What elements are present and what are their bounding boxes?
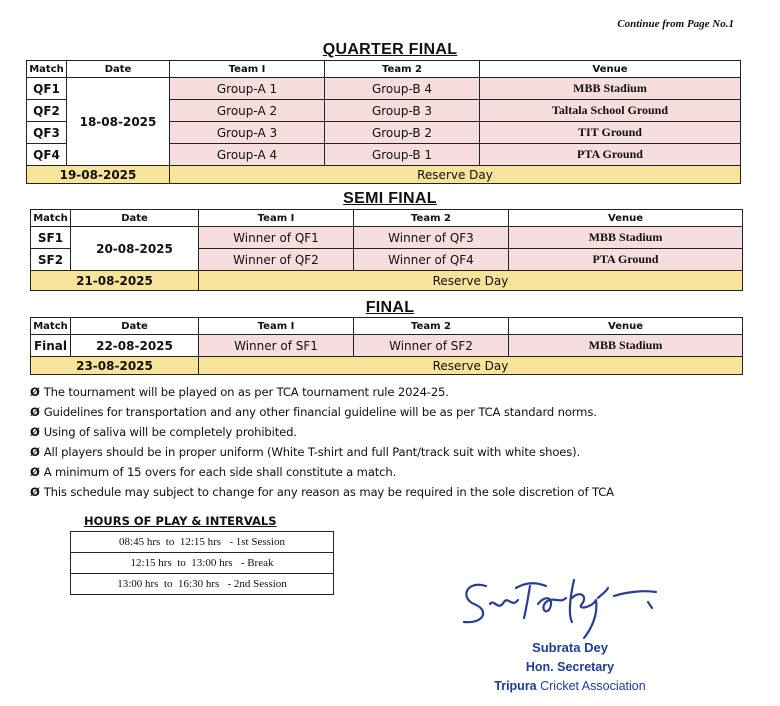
rule-item bbox=[30, 442, 614, 462]
team1-cell: Winner of QF2 bbox=[199, 249, 354, 271]
rule-item bbox=[30, 382, 614, 402]
team1-cell: Winner of SF1 bbox=[199, 335, 354, 357]
match-id: QF1 bbox=[27, 78, 67, 100]
reserve-date: 21-08-2025 bbox=[31, 271, 199, 291]
venue-cell: PTA Ground bbox=[480, 144, 741, 166]
rule-text: A minimum of 15 overs for each side shall constitute a match. bbox=[43, 465, 397, 479]
column-header: Match bbox=[31, 210, 71, 227]
team2-cell: Group-B 1 bbox=[325, 144, 480, 166]
rule-item bbox=[30, 422, 614, 442]
match-id: SF2 bbox=[31, 249, 71, 271]
rules-list bbox=[30, 382, 614, 502]
reserve-date: 23-08-2025 bbox=[31, 357, 199, 375]
hours-row: 08:45 hrs to 12:15 hrs - 1st Session bbox=[71, 532, 334, 553]
hours-row: 13:00 hrs to 16:30 hrs - 2nd Session bbox=[71, 574, 334, 595]
reserve-label: Reserve Day bbox=[199, 271, 743, 291]
final-table bbox=[30, 317, 743, 375]
final-title: FINAL bbox=[365, 299, 415, 316]
column-header: Date bbox=[71, 210, 199, 227]
column-header: Team I bbox=[170, 61, 325, 78]
column-header: Team I bbox=[199, 318, 354, 335]
bullet-icon: Ø bbox=[30, 425, 40, 439]
team2-cell: Winner of SF2 bbox=[354, 335, 509, 357]
quarter-final-table bbox=[26, 60, 741, 184]
org-name-bold: Tripura bbox=[494, 679, 537, 693]
rule-text: Using of saliva will be completely prohibited. bbox=[43, 425, 297, 439]
match-id: QF3 bbox=[27, 122, 67, 144]
signatory-designation: Hon. Secretary bbox=[525, 660, 615, 674]
continue-note: Continue from Page No.1 bbox=[617, 18, 734, 30]
team2-cell: Winner of QF3 bbox=[354, 227, 509, 249]
column-header: Team 2 bbox=[354, 318, 509, 335]
match-id: QF2 bbox=[27, 100, 67, 122]
venue-cell: MBB Stadium bbox=[480, 78, 741, 100]
venue-cell: MBB Stadium bbox=[509, 227, 743, 249]
table-header-row bbox=[31, 318, 743, 335]
match-id: Final bbox=[31, 335, 71, 357]
quarter-final-title: QUARTER FINAL bbox=[322, 41, 458, 58]
match-id: SF1 bbox=[31, 227, 71, 249]
team2-cell: Winner of QF4 bbox=[354, 249, 509, 271]
semi-final-table bbox=[30, 209, 743, 291]
semi-final-title: SEMI FINAL bbox=[343, 190, 437, 207]
column-header: Team 2 bbox=[325, 61, 480, 78]
signature-image bbox=[456, 568, 666, 644]
bullet-icon: Ø bbox=[30, 385, 40, 399]
match-date: 20-08-2025 bbox=[71, 227, 199, 271]
table-header-row bbox=[31, 210, 743, 227]
table-row bbox=[71, 532, 334, 553]
rule-item bbox=[30, 462, 614, 482]
hours-title: HOURS OF PLAY & INTERVALS bbox=[84, 514, 277, 528]
reserve-row bbox=[31, 357, 743, 375]
rule-text: All players should be in proper uniform (White T-shirt and full Pant/track suit with white shoes). bbox=[43, 445, 581, 459]
org-name-rest: Cricket Association bbox=[536, 679, 646, 693]
rule-text: The tournament will be played on as per TCA tournament rule 2024-25. bbox=[43, 385, 449, 399]
reserve-label: Reserve Day bbox=[199, 357, 743, 375]
rule-text: Guidelines for transportation and any other financial guideline will be as per TCA standard norms. bbox=[43, 405, 597, 419]
table-row bbox=[31, 335, 743, 357]
venue-cell: Taltala School Ground bbox=[480, 100, 741, 122]
team1-cell: Winner of QF1 bbox=[199, 227, 354, 249]
rule-item bbox=[30, 482, 614, 502]
hours-row: 12:15 hrs to 13:00 hrs - Break bbox=[71, 553, 334, 574]
bullet-icon: Ø bbox=[30, 465, 40, 479]
bullet-icon: Ø bbox=[30, 485, 40, 499]
team1-cell: Group-A 4 bbox=[170, 144, 325, 166]
reserve-date: 19-08-2025 bbox=[27, 166, 170, 184]
team2-cell: Group-B 4 bbox=[325, 78, 480, 100]
rule-item bbox=[30, 402, 614, 422]
bullet-icon: Ø bbox=[30, 405, 40, 419]
team1-cell: Group-A 1 bbox=[170, 78, 325, 100]
column-header: Venue bbox=[509, 318, 743, 335]
table-row bbox=[27, 78, 741, 100]
column-header: Match bbox=[31, 318, 71, 335]
reserve-label: Reserve Day bbox=[170, 166, 741, 184]
bullet-icon: Ø bbox=[30, 445, 40, 459]
signatory-name: Subrata Dey bbox=[532, 640, 608, 655]
venue-cell: PTA Ground bbox=[509, 249, 743, 271]
team2-cell: Group-B 2 bbox=[325, 122, 480, 144]
match-date: 22-08-2025 bbox=[71, 335, 199, 357]
table-row bbox=[71, 574, 334, 595]
column-header: Team I bbox=[199, 210, 354, 227]
team2-cell: Group-B 3 bbox=[325, 100, 480, 122]
venue-cell: MBB Stadium bbox=[509, 335, 743, 357]
team1-cell: Group-A 2 bbox=[170, 100, 325, 122]
match-id: QF4 bbox=[27, 144, 67, 166]
column-header: Date bbox=[67, 61, 170, 78]
signatory-organization bbox=[470, 679, 670, 693]
table-row bbox=[31, 227, 743, 249]
table-header-row bbox=[27, 61, 741, 78]
column-header: Match bbox=[27, 61, 67, 78]
column-header: Team 2 bbox=[354, 210, 509, 227]
rule-text: This schedule may subject to change for any reason as may be required in the sole discretion of TCA bbox=[43, 485, 614, 499]
column-header: Venue bbox=[480, 61, 741, 78]
reserve-row bbox=[31, 271, 743, 291]
table-row bbox=[71, 553, 334, 574]
match-date: 18-08-2025 bbox=[67, 78, 170, 166]
venue-cell: TIT Ground bbox=[480, 122, 741, 144]
team1-cell: Group-A 3 bbox=[170, 122, 325, 144]
column-header: Venue bbox=[509, 210, 743, 227]
column-header: Date bbox=[71, 318, 199, 335]
reserve-row bbox=[27, 166, 741, 184]
hours-table bbox=[70, 531, 334, 595]
